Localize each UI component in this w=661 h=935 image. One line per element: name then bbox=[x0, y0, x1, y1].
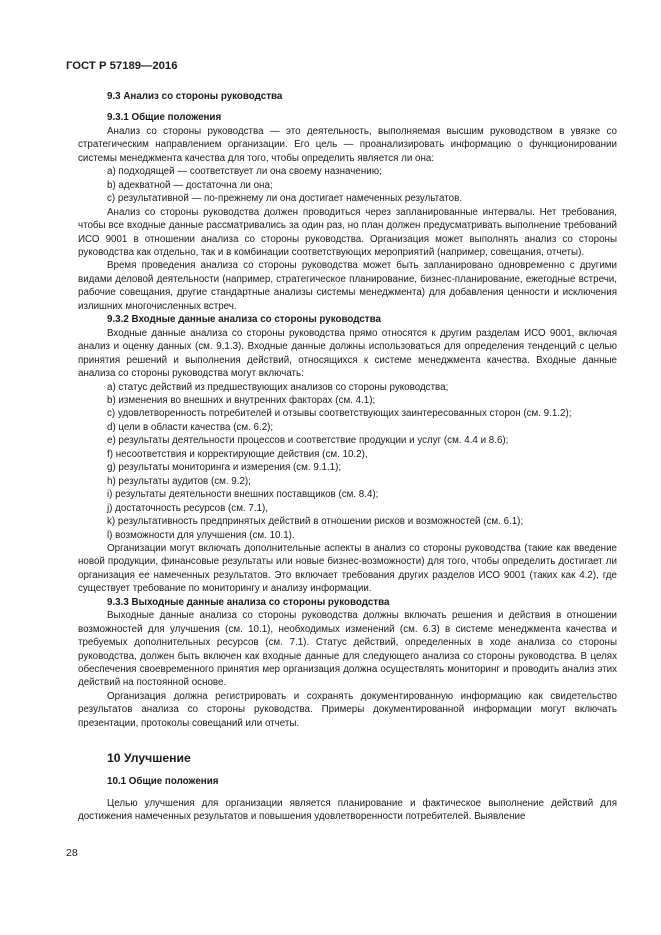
paragraph: Целью улучшения для организации является планирование и фактическое выполнение действий для достижения намеченных результатов и повышения удовлетворенности потребителей. Выявление bbox=[78, 797, 617, 823]
subsection-title-9-3-3: 9.3.3 Выходные данные анализа со стороны руководства bbox=[107, 596, 390, 608]
subsection-title-9-3-2: 9.3.2 Входные данные анализа со стороны руководства bbox=[107, 314, 381, 326]
list-item: l) возможности для улучшения (см. 10.1). bbox=[107, 529, 295, 541]
list-item: f) несоответствия и корректирующие действия (см. 10.2), bbox=[107, 448, 368, 460]
list-item: d) цели в области качества (см. 6.2); bbox=[107, 421, 274, 433]
paragraph: Анализ со стороны руководства должен проводиться через запланированные интервалы. Нет требования, чтобы все входные данные рассматривались за один раз, но план должен предусматривать выполнение требований ИСО 9001 в отношении анализа со стороны руководства. Организация может выполнять анализ со стороны руководства как отдельно, так и в комбинации соответствующих мероприятий (например, совещания, отчеты). bbox=[78, 206, 617, 258]
paragraph: Организация должна регистрировать и сохранять документированную информацию как свидетельство результатов анализа со стороны руководства. Примеры документированной информации могут включать презентации, протоколы совещаний или отчеты. bbox=[78, 690, 617, 729]
page-content bbox=[78, 90, 617, 824]
list-item: g) результаты мониторинга и измерения (см. 9.1.1); bbox=[107, 462, 342, 474]
list-item: k) результативность предпринятых действий в отношении рисков и возможностей (см. 6.1); bbox=[107, 516, 524, 528]
page-number: 28 bbox=[66, 847, 78, 859]
paragraph: Входные данные анализа со стороны руководства прямо относятся к другим разделам ИСО 9001, включая анализ и оценку данных (см. 9.1.3). Входные данные должны использоваться для определения тенденций с целью принятия решений и выполнения действий, относящихся к системе менеджмента качества. Входные данные анализа со стороны руководства могут включать: bbox=[78, 327, 617, 380]
list-item: i) результаты деятельности внешних поставщиков (см. 8.4); bbox=[107, 489, 379, 501]
list-item: e) результаты деятельности процессов и соответствие продукции и услуг (см. 4.4 и 8.6); bbox=[107, 435, 509, 447]
list-item: h) результаты аудитов (см. 9.2); bbox=[107, 475, 251, 487]
list-item: c) результативной — по-прежнему ли она достигает намеченных результатов. bbox=[107, 193, 463, 205]
list-item: b) адекватной — достаточна ли она; bbox=[107, 179, 273, 191]
list-item: a) статус действий из предшествующих анализов со стороны руководства; bbox=[107, 381, 449, 393]
paragraph: Организации могут включать дополнительные аспекты в анализ со стороны руководства (такие как введение новой продукции, финансовые результаты или новые бизнес-возможности) для того, чтобы определить достигает ли организация ее намеченных результатов. Это включает требования других разделов ИСО 9001 (таких как 4.2), где существует требование по мониторингу и анализу информации. bbox=[78, 542, 617, 595]
document-header: ГОСТ Р 57189—2016 bbox=[66, 60, 178, 72]
list-item: b) изменения во внешних и внутренних факторах (см. 4.1); bbox=[107, 394, 376, 406]
subsection-title-9-3-1: 9.3.1 Общие положения bbox=[107, 112, 222, 124]
paragraph: Анализ со стороны руководства — это деятельность, выполняемая высшим руководством в увязке со стратегическим направлением организации. Его цель — проанализировать информацию о функционировании системы менеджмента качества для того, чтобы определить является ли она: bbox=[78, 125, 617, 164]
section-title-10: 10 Улучшение bbox=[107, 751, 191, 766]
paragraph: Выходные данные анализа со стороны руководства должны включать решения и действия в отношении возможностей для улучшения (см. 10.1), необходимых изменений (см. 6.3) в системе менеджмента качества и требуемых дополнительных ресурсов (см. 7.1). Статус действий, определенных в ходе анализа со стороны руководства, должен быть включен как входные данные для следующего анализа со стороны руководства. В целях обеспечения своевременного принятия мер организация должна осуществлять мониторинг и проводить анализ этих действий на постоянной основе. bbox=[78, 610, 617, 689]
list-item: j) достаточность ресурсов (см. 7.1), bbox=[107, 502, 268, 514]
subsection-title-10-1: 10.1 Общие положения bbox=[107, 776, 219, 788]
section-title-9-3: 9.3 Анализ со стороны руководства bbox=[107, 91, 283, 102]
list-item: a) подходящей — соответствует ли она своему назначению; bbox=[107, 166, 382, 178]
paragraph: Время проведения анализа со стороны руководства может быть запланировано одновременно с другими видами деловой деятельности (например, стратегическое планирование, бизнес-планирование, ежегодные встречи, рабочие совещания, другие стандартные анализы системы менеджмента) для добавления ценности и исключения излишних многочисленных встреч. bbox=[78, 260, 617, 312]
list-item: c) удовлетворенность потребителей и отзывы соответствующих заинтересованных сторон (см. 9.1.2); bbox=[107, 408, 572, 420]
